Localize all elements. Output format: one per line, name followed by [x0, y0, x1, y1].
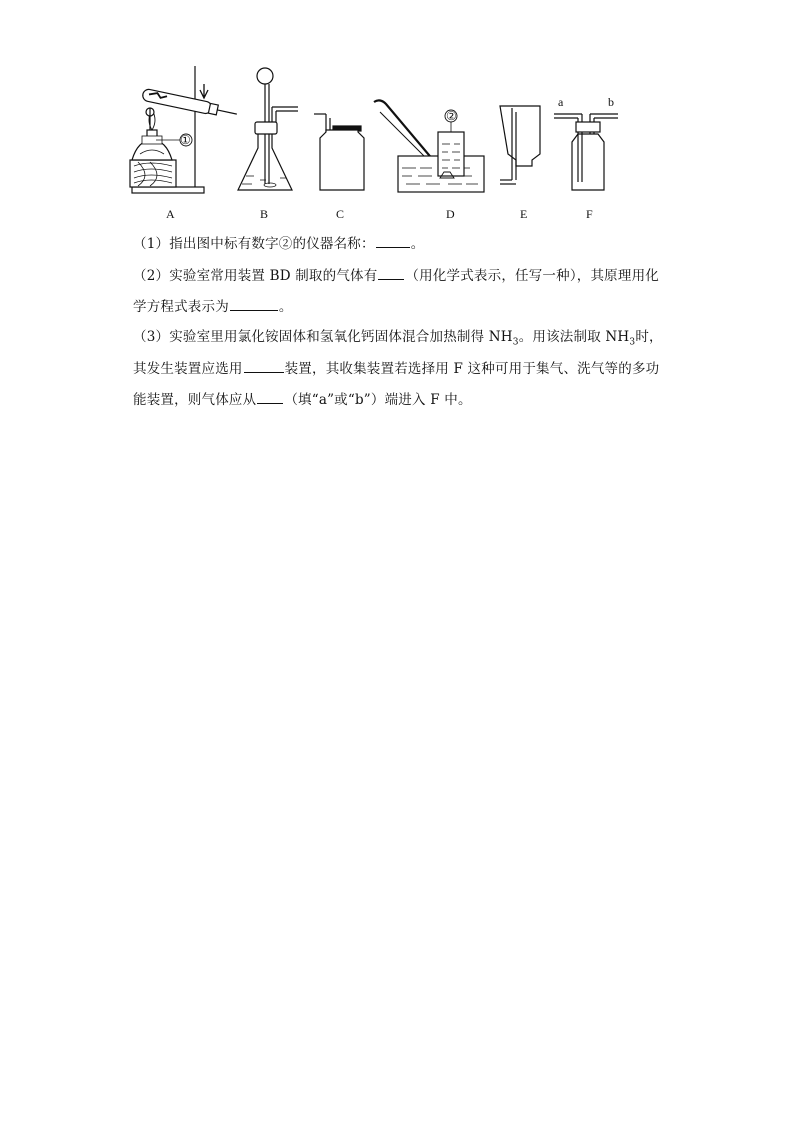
q1-answer-blank[interactable]	[376, 233, 410, 248]
q3-port-blank[interactable]	[257, 389, 283, 404]
q3-sub-3b: 3	[629, 337, 636, 348]
q2-line1-start: （2）实验室常用装置 BD 制取的气体有	[133, 268, 378, 284]
q2-gas-blank[interactable]	[378, 265, 404, 280]
question-3-line-3	[133, 389, 472, 410]
q2-line2-start: 学方程式表示为	[133, 299, 229, 315]
question-2-line-1	[133, 265, 659, 286]
q1-end: 。	[410, 236, 425, 252]
apparatus-f-drawing	[554, 114, 618, 190]
q3-line1-end: 时，	[635, 329, 663, 345]
q3-line3-start: 能装置，则气体应从	[133, 392, 257, 408]
q3-line1-start: （3）实验室里用氯化铵固体和氢氧化钙固体混合加热制得 NH	[133, 329, 513, 345]
q3-sub-3a: 3	[512, 337, 519, 348]
q2-equation-blank[interactable]	[230, 296, 278, 311]
q3-line2-end: 装置，其收集装置若选择用 F 这种可用于集气、洗气等的多功	[284, 361, 660, 377]
label-a: A	[166, 207, 175, 221]
port-b-label: b	[608, 95, 614, 109]
label-f: F	[586, 207, 593, 221]
apparatus-b-drawing	[238, 68, 298, 190]
label-d: D	[446, 207, 455, 221]
question-3-line-2	[133, 358, 659, 379]
lab-apparatus-figure	[120, 62, 680, 228]
q3-line3-end: （填“a”或“b”）端进入 F 中。	[284, 392, 472, 408]
question-3-line-1	[133, 327, 663, 347]
question-1	[133, 233, 424, 254]
apparatus-a-drawing	[130, 66, 238, 193]
apparatus-e-drawing	[500, 106, 540, 184]
q2-line2-end: 。	[278, 299, 293, 315]
port-a-label: a	[558, 95, 564, 109]
q3-line2-start: 其发生装置应选用	[133, 361, 243, 377]
apparatus-c-drawing	[314, 114, 364, 190]
label-b: B	[260, 207, 269, 221]
q3-line1-mid: 。用该法制取 NH	[518, 329, 630, 345]
q1-text: （1）指出图中标有数字②的仪器名称：	[133, 236, 375, 252]
apparatus-d-drawing	[374, 100, 484, 192]
marker-1: ①	[180, 133, 191, 147]
label-c: C	[336, 207, 345, 221]
question-2-line-2	[133, 296, 293, 317]
q3-device-blank[interactable]	[244, 358, 284, 373]
label-e: E	[520, 207, 528, 221]
q2-line1-end: （用化学式表示，任写一种），其原理用化	[405, 268, 659, 284]
marker-2: ②	[446, 109, 457, 123]
